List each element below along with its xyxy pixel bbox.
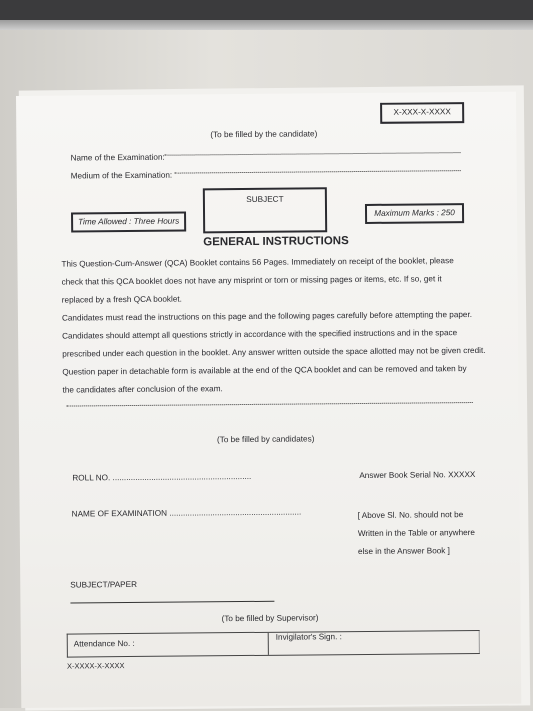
answer-book-serial: Answer Book Serial No. XXXXX <box>359 470 476 481</box>
exam-name-entry-field[interactable]: NAME OF EXAMINATION .......................................................... <box>71 507 302 519</box>
exam-medium-label: Medium of the Examination: <box>70 170 173 181</box>
section-divider <box>67 402 473 407</box>
paper-code-box <box>380 102 464 124</box>
supervisor-fill-note: (To be filled by Supervisor) <box>221 613 319 624</box>
instruction-line: Candidates must read the instructions on this page and the following pages carefully before attempting the paper. <box>61 310 473 323</box>
candidate-fill-note: (To be filled by the candidate) <box>210 129 318 140</box>
attendance-field[interactable]: Attendance No. : <box>73 638 135 649</box>
instruction-line: replaced by a fresh QCA booklet. <box>61 294 182 305</box>
instruction-line: the candidates after conclusion of the exam. <box>62 384 223 395</box>
instructions-body <box>61 252 492 400</box>
top-dark-edge <box>0 0 533 20</box>
instructions-title: GENERAL INSTRUCTIONS <box>203 235 349 249</box>
candidates-fill-note: (To be filled by candidates) <box>216 434 315 445</box>
subject-paper-field[interactable] <box>70 601 274 604</box>
subject-paper-label: SUBJECT/PAPER <box>70 579 138 590</box>
instruction-line: Question paper in detachable form is available at the end of the QCA booklet and can be removed and taken by <box>62 364 467 377</box>
document-page <box>16 92 521 708</box>
top-shadow <box>0 20 533 30</box>
subject-box <box>203 187 327 233</box>
exam-medium-field[interactable] <box>175 170 461 173</box>
max-marks-box <box>365 203 464 224</box>
serial-note <box>358 506 476 561</box>
time-allowed-box <box>71 212 186 233</box>
supervisor-table <box>67 630 480 658</box>
serial-note-line: else in the Answer Book ] <box>357 546 450 557</box>
instruction-line: Candidates should attempt all questions strictly in accordance with the specified instructions and in the space <box>62 328 458 341</box>
exam-name-field[interactable] <box>165 152 461 156</box>
time-allowed: Time Allowed : Three Hours <box>78 216 180 227</box>
roll-no-field[interactable]: ROLL NO. ............................................................. <box>72 471 252 483</box>
serial-note-line: Written in the Table or anywhere <box>357 528 475 539</box>
subject-label: SUBJECT <box>246 194 284 204</box>
footer-code: X-XXXX-X-XXXX <box>66 661 125 671</box>
serial-note-line: [ Above Sl. No. should not be <box>357 510 464 521</box>
instruction-line: check that this QCA booklet does not have any misprint or torn or missing pages or items, etc. If so, get it <box>61 274 442 287</box>
exam-name-label: Name of the Examination: <box>70 152 165 163</box>
instruction-line: prescribed under each question in the booklet. Any answer written outside the space allotted may not be given credit. <box>62 345 486 359</box>
paper-code: X-XXX-X-XXXX <box>393 107 451 117</box>
invigilator-sign-field[interactable]: Invigilator's Sign. : <box>275 632 342 642</box>
instruction-line: This Question-Cum-Answer (QCA) Booklet contains 56 Pages. Immediately on receipt of the booklet, please <box>61 256 454 269</box>
max-marks: Maximum Marks : 250 <box>374 208 455 218</box>
table-divider <box>268 633 269 655</box>
table-right-edge <box>479 631 480 653</box>
